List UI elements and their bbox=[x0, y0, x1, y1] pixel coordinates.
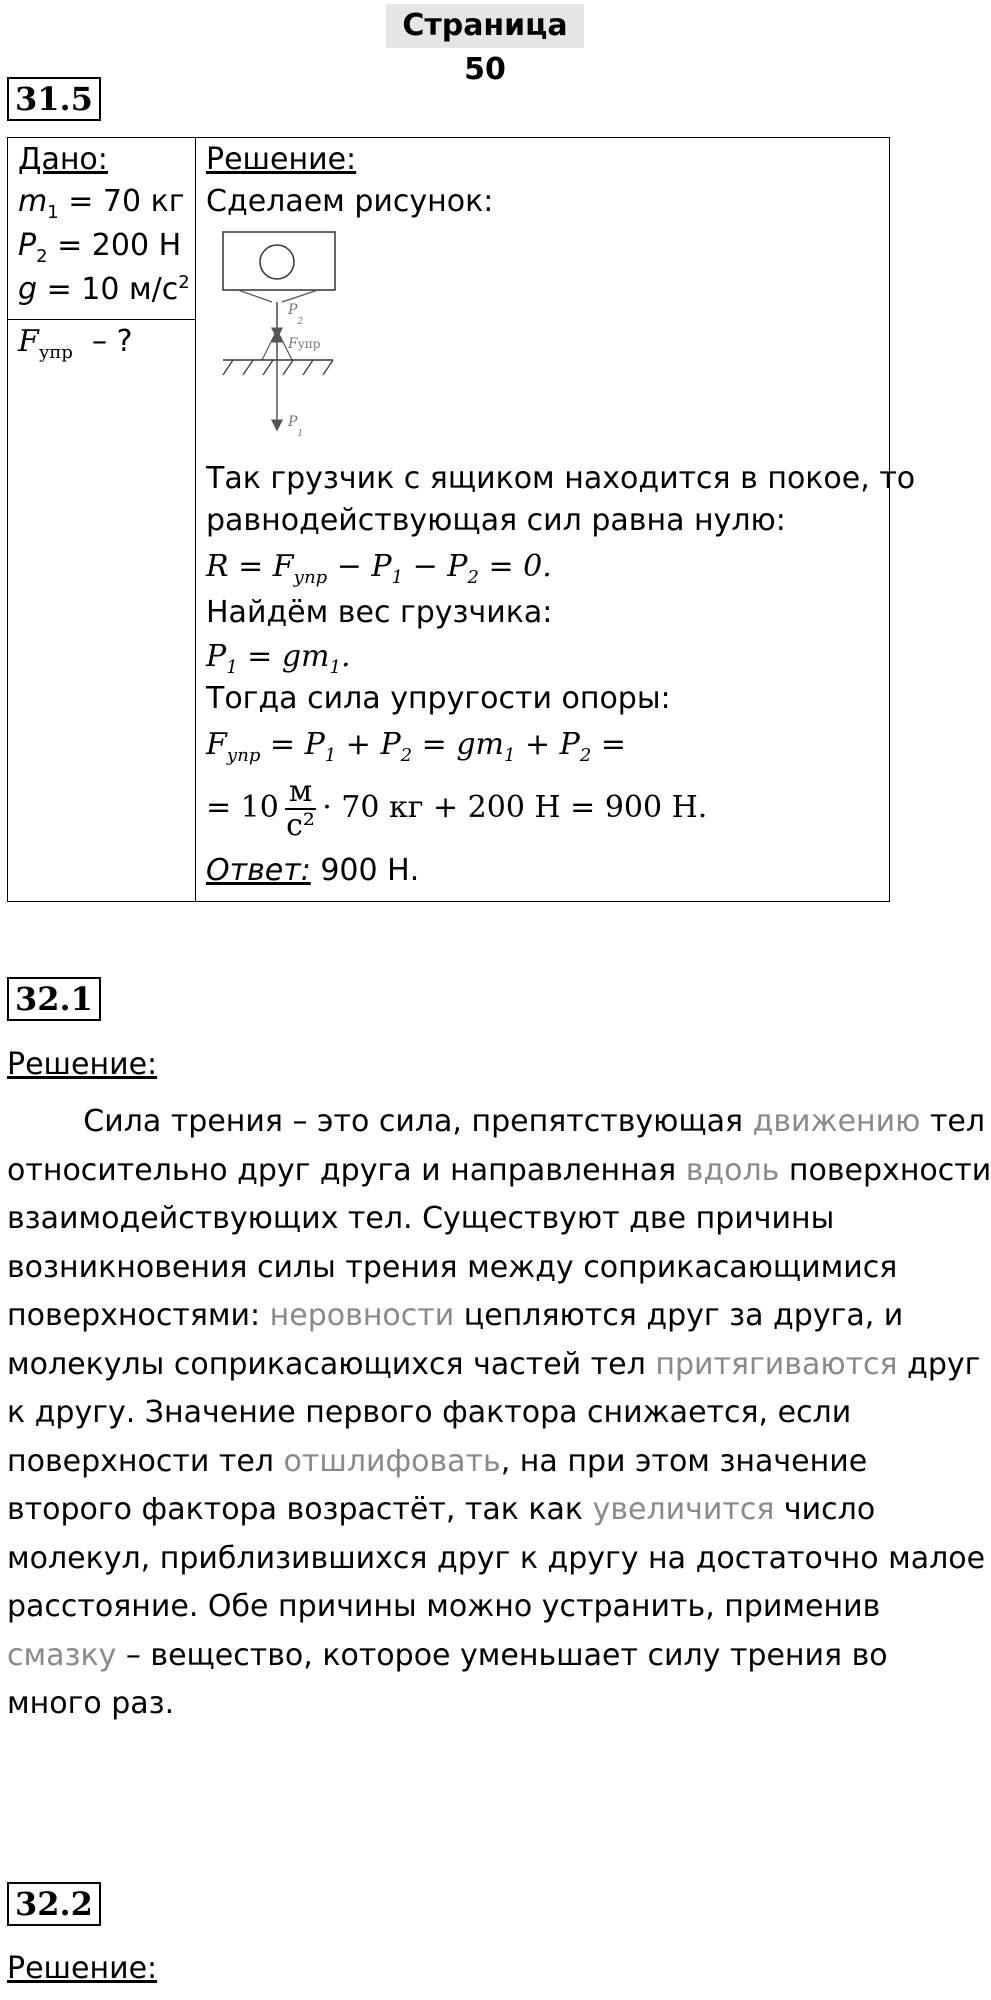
text-segment: много раз. bbox=[7, 1686, 175, 1721]
paragraph-line bbox=[7, 1341, 981, 1390]
given-g: g = 10 $м/с^2$ bbox=[18, 272, 190, 307]
text-segment: молекул, приблизившихся друг к другу на достаточно малое bbox=[7, 1540, 986, 1576]
paragraph-line bbox=[7, 1244, 957, 1293]
solution-text-4: Тогда сила упругости опоры: bbox=[206, 681, 671, 716]
task-31-5-table bbox=[7, 137, 916, 902]
text-segment: относительно друг друга и направленная bbox=[7, 1152, 686, 1188]
given-divider bbox=[8, 319, 195, 320]
highlighted-word: отшлифовать bbox=[283, 1443, 501, 1479]
column-divider bbox=[195, 138, 196, 901]
solution-text-1: Так грузчик с ящиком находится в покое, то bbox=[206, 461, 916, 496]
task-number-32-2: 32.2 bbox=[7, 1882, 101, 1926]
highlighted-word: неровности bbox=[269, 1298, 455, 1333]
given-mass: $m_1 = 70$ кг bbox=[18, 184, 185, 223]
paragraph-line bbox=[7, 1583, 957, 1632]
box-shape bbox=[223, 232, 335, 290]
given-weight: $P_2 = 200$ Н bbox=[18, 228, 182, 267]
highlighted-word: притягиваются bbox=[655, 1346, 898, 1382]
find-quantity: $F_{упр}$ – ? bbox=[18, 324, 133, 363]
equation-elastic-force: $F_{упр} = P_1 + P_2 = gm_1 + P_2$ = bbox=[206, 727, 626, 766]
drawing-intro: Сделаем рисунок: bbox=[206, 184, 494, 219]
text-segment: молекулы соприкасающихся частей тел bbox=[7, 1346, 656, 1382]
task-number-32-1: 32.1 bbox=[7, 977, 101, 1021]
task-number-31-5: 31.5 bbox=[7, 77, 101, 121]
highlighted-word: смазку bbox=[7, 1637, 117, 1673]
answer: Ответ: 900 Н. bbox=[206, 853, 420, 888]
paragraph-line bbox=[7, 1438, 957, 1487]
paragraph-line bbox=[7, 1486, 957, 1535]
highlighted-word: вдоль bbox=[685, 1152, 780, 1188]
text-segment: число bbox=[774, 1492, 876, 1527]
text-segment: расстояние. Обе причины можно устранить, применив bbox=[7, 1589, 881, 1624]
equation-resultant: $R = F_{упр} - P_1 - P_2 = 0$. bbox=[206, 549, 552, 588]
text-segment: к другу. Значение первого фактора снижается, если bbox=[7, 1395, 852, 1430]
label-p1: $P_1$ bbox=[288, 414, 304, 439]
head-shape bbox=[260, 245, 294, 279]
text-segment: поверхностями: bbox=[7, 1298, 270, 1333]
solution-header-32-1: Решение: bbox=[7, 1047, 158, 1082]
paragraph-line bbox=[7, 1292, 957, 1341]
text-segment: друг bbox=[897, 1346, 981, 1382]
page-title: Страница 50 bbox=[386, 4, 584, 48]
equation-numeric: = 10 $\frac{м}{\text{с²}}$ · 70 кг + 200 Н = 900 Н. bbox=[206, 774, 708, 843]
label-f: Fупр bbox=[288, 336, 321, 352]
text-segment: Сила трения – это сила, препятствующая bbox=[7, 1104, 753, 1139]
paragraph-line bbox=[7, 1632, 957, 1681]
highlighted-word: движению bbox=[752, 1104, 921, 1139]
solution-header: Решение: bbox=[206, 142, 357, 177]
text-segment: тел bbox=[920, 1104, 986, 1139]
paragraph-line bbox=[7, 1195, 957, 1244]
text-segment: , на при этом значение bbox=[500, 1443, 868, 1479]
solution-paragraph-32-1 bbox=[7, 1098, 991, 1729]
paragraph-line bbox=[7, 1535, 986, 1584]
label-p2: $P_2$ bbox=[288, 302, 304, 327]
text-segment: поверхности тел bbox=[7, 1443, 284, 1479]
text-segment: – вещество, которое уменьшает силу трения во bbox=[116, 1637, 888, 1673]
force-diagram bbox=[208, 230, 338, 450]
solution-header-32-2: Решение: bbox=[7, 1951, 158, 1986]
text-segment: возникновения силы трения между соприкасающимися bbox=[7, 1249, 898, 1285]
highlighted-word: увеличится bbox=[592, 1492, 775, 1527]
solution-text-3: Найдём вес грузчика: bbox=[206, 595, 553, 630]
paragraph-line bbox=[7, 1680, 957, 1729]
given-header: Дано: bbox=[18, 142, 108, 177]
text-segment: второго фактора возрастёт, так как bbox=[7, 1492, 593, 1527]
text-segment: поверхности bbox=[779, 1152, 991, 1188]
text-segment: взаимодействующих тел. Существуют две причины bbox=[7, 1201, 835, 1236]
paragraph-line bbox=[7, 1147, 991, 1196]
text-segment: цепляются друг за друга, и bbox=[454, 1298, 904, 1333]
equation-weight: $P_1 = gm_1$. bbox=[206, 639, 351, 678]
paragraph-line bbox=[7, 1098, 986, 1147]
solution-text-2: равнодействующая сил равна нулю: bbox=[206, 503, 786, 538]
paragraph-line bbox=[7, 1389, 957, 1438]
